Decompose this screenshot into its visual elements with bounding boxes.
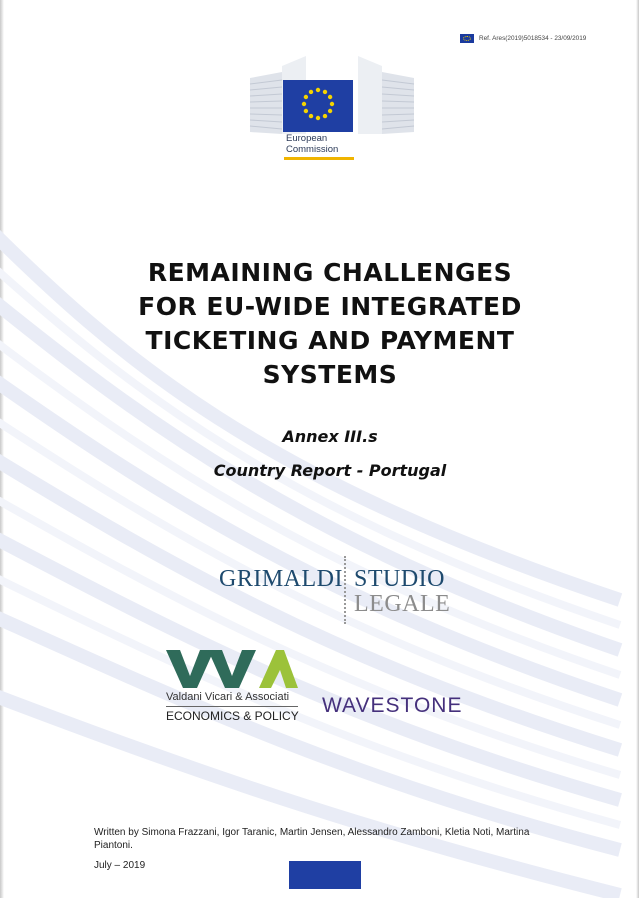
eu-blue-band bbox=[289, 861, 361, 889]
vva-tagline: ECONOMICS & POLICY bbox=[166, 709, 299, 723]
vva-company-name: Valdani Vicari & Associati bbox=[166, 691, 290, 703]
authors-text: Written by Simona Frazzani, Igor Taranic, Martin Jensen, Alessandro Zamboni, Kletia Noti, Martina Piantoni. bbox=[94, 827, 530, 851]
logo-line-european: European bbox=[286, 133, 328, 144]
vva-divider bbox=[166, 706, 298, 707]
vva-logo-mark-icon bbox=[166, 650, 298, 688]
title-line: SYSTEMS bbox=[262, 360, 398, 389]
wavestone-logo: WAVESTONE bbox=[322, 694, 463, 717]
title-line: FOR EU-WIDE INTEGRATED bbox=[138, 292, 522, 321]
reference-text: Ref. Ares(2019)5018534 - 23/09/2019 bbox=[479, 35, 587, 42]
logo-underline bbox=[284, 157, 354, 160]
logo-line-commission: Commission bbox=[286, 144, 339, 155]
document-reference bbox=[460, 34, 586, 43]
grimaldi-wordmark: GRIMALDI bbox=[219, 566, 343, 592]
studio-wordmark: STUDIO bbox=[354, 566, 445, 592]
publication-date: July – 2019 bbox=[94, 860, 146, 871]
report-subtitle: Country Report - Portugal bbox=[213, 461, 447, 480]
eu-flag-icon bbox=[460, 34, 474, 43]
report-title bbox=[80, 256, 580, 392]
logo-divider bbox=[344, 556, 346, 624]
title-line: TICKETING AND PAYMENT bbox=[145, 326, 515, 355]
legale-wordmark: LEGALE bbox=[354, 591, 451, 617]
title-line: REMAINING CHALLENGES bbox=[147, 258, 513, 287]
annex-label: Annex III.s bbox=[282, 427, 378, 446]
